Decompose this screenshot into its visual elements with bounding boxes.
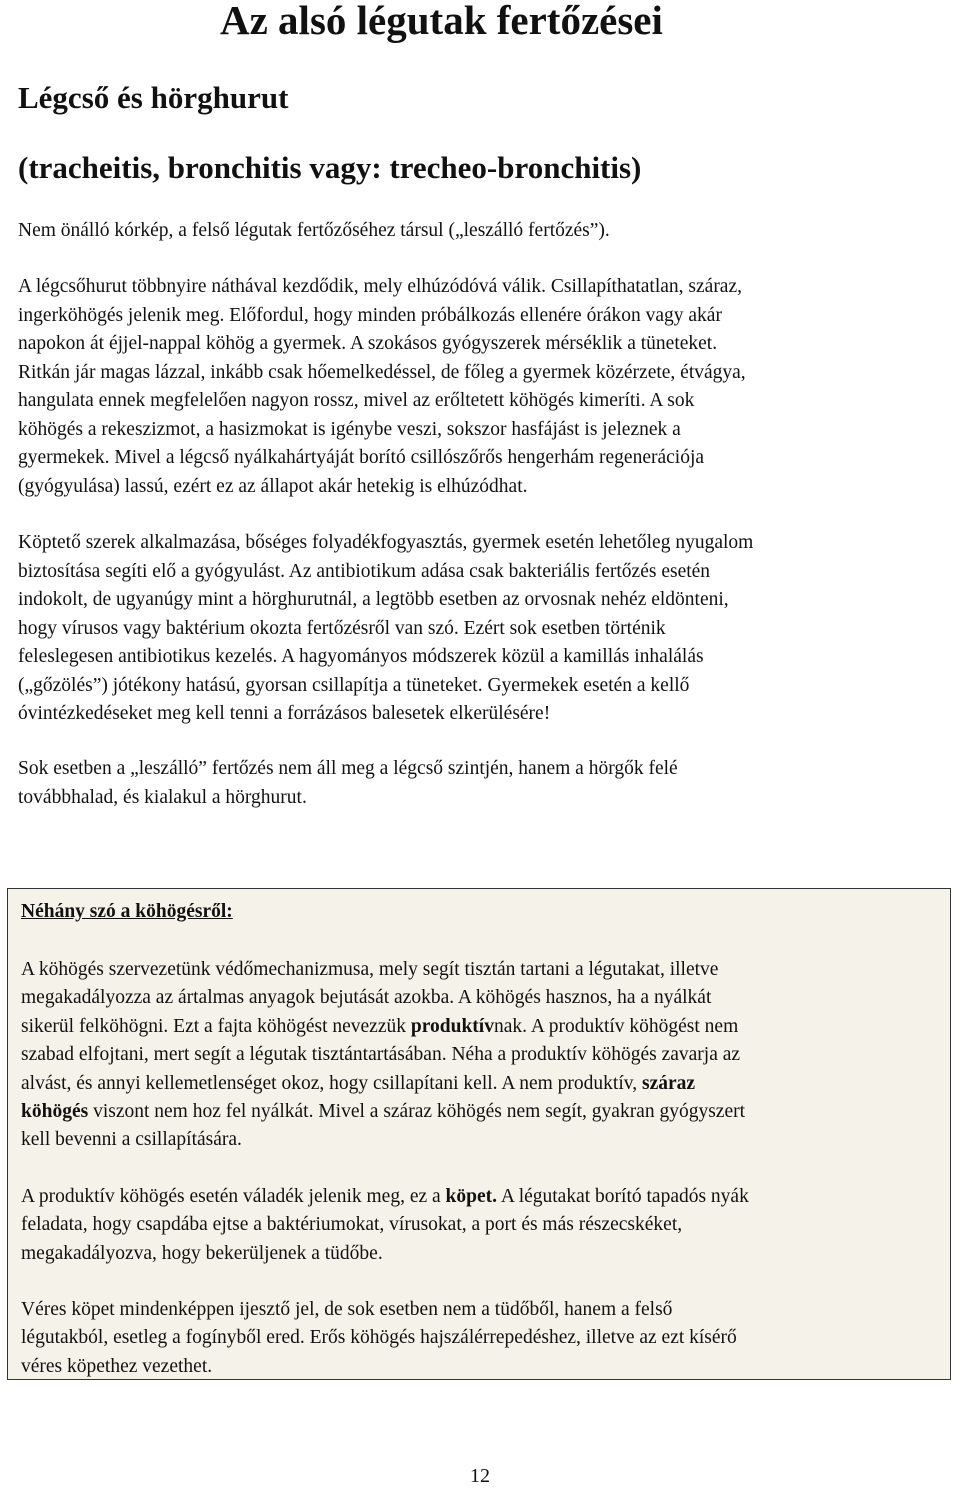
- box-paragraph-sputum: [21, 1183, 749, 1268]
- text-line: véres köpethez vezethet.: [21, 1355, 213, 1377]
- paragraph-treatment: [18, 529, 948, 729]
- text-line: (gyógyulása) lassú, ezért ez az állapot akár hetekig is elhúzódhat.: [18, 475, 528, 497]
- text-line: napokon át éjjel-nappal köhög a gyermek. A szokásos gyógyszerek mérséklik a tüneteket.: [18, 333, 718, 354]
- text-line: [21, 1098, 745, 1126]
- text-line: ingerköhögés jelenik meg. Előfordul, hogy minden próbálkozás ellenére órákon vagy akár: [18, 304, 722, 326]
- page-title: Az alsó légutak fertőzései: [220, 0, 663, 43]
- text-span: sikerül felköhögni. Ezt a fajta köhögést nevezzük: [21, 1015, 411, 1037]
- text-line: kell bevenni a csillapítására.: [21, 1129, 242, 1151]
- bold-term-dry: száraz: [641, 1072, 696, 1094]
- cough-info-box: [7, 888, 951, 1380]
- text-line: biztosítása segíti elő a gyógyulást. Az antibiotikum adása csak bakteriális fertőzés esetén: [18, 560, 711, 582]
- bold-term-cough: köhögés: [21, 1101, 89, 1123]
- text-line: feleslegesen antibiotikus kezelés. A hagyományos módszerek közül a kamillás inhalálás: [18, 646, 704, 667]
- text-line: Sok esetben a „leszálló” fertőzés nem áll meg a légcső szintjén, hanem a hörgők felé: [18, 758, 678, 779]
- text-line: („gőzölés”) jótékony hatású, gyorsan csillapítja a tüneteket. Gyermekek esetén a kellő: [18, 674, 690, 696]
- text-line: hogy vírusos vagy baktérium okozta fertőzésről van szó. Ezért sok esetben történik: [18, 617, 666, 639]
- text-span: viszont nem hoz fel nyálkát. Mivel a száraz köhögés nem segít, gyakran gyógyszert: [88, 1101, 746, 1123]
- text-line: A köhögés szervezetünk védőmechanizmusa, mely segít tisztán tartani a légutakat, illetve: [21, 959, 719, 980]
- text-line: megakadályozza az ártalmas anyagok bejutását azokba. A köhögés hasznos, ha a nyálkát: [21, 987, 712, 1009]
- text-span: A produktív köhögés esetén váladék jelenik meg, ez a: [21, 1186, 446, 1207]
- text-line: hangulata ennek megfelelően nagyon rossz, mivel az erőltetett köhögés kimeríti. A sok: [18, 390, 695, 411]
- text-line: megakadályozva, hogy bekerüljenek a tüdőbe.: [21, 1242, 383, 1264]
- text-line: továbbhalad, és kialakul a hörghurut.: [18, 786, 307, 808]
- text-line: feladata, hogy csapdába ejtse a baktériumokat, vírusokat, a port és más részecskéket,: [21, 1214, 683, 1236]
- paragraph-symptoms: [18, 273, 948, 501]
- box-paragraph-bloody-sputum: [21, 1296, 737, 1381]
- text-span: A légutakat borító tapadós nyák: [497, 1186, 749, 1207]
- text-line: indokolt, de ugyanúgy mint a hörghurutnál, a legtöbb esetben az orvosnak nehéz eldönteni,: [18, 589, 729, 610]
- text-line: szabad elfojtani, mert segít a légutak tisztántartásában. Néha a produktív köhögés zavarja az: [21, 1044, 741, 1066]
- text-span: alvást, és annyi kellemetlenséget okoz, hogy csillapítani kell. A nem produktív,: [21, 1072, 642, 1094]
- section-heading: Légcső és hörghurut: [18, 80, 289, 115]
- text-line: Ritkán jár magas lázzal, inkább csak hőemelkedéssel, de főleg a gyermek közérzete, étvágya,: [18, 361, 746, 383]
- text-line: [21, 1070, 745, 1098]
- page-number: 12: [470, 1465, 490, 1487]
- text-line: Köptető szerek alkalmazása, bőséges folyadékfogyasztás, gyermek esetén lehetőleg nyugalom: [18, 532, 754, 553]
- section-subheading: (tracheitis, bronchitis vagy: trecheo-bronchitis): [18, 150, 642, 185]
- bold-term-productive: produktív: [410, 1015, 494, 1037]
- text-line: köhögés a rekeszizmot, a hasizmokat is igénybe veszi, sokszor hasfájást is jeleznek a: [18, 418, 681, 440]
- text-line: óvintézkedéseket meg kell tenni a forrázásos balesetek elkerülésére!: [18, 703, 551, 724]
- text-line: Nem önálló kórkép, a felső légutak fertőzőséhez társul („leszálló fertőzés”).: [18, 220, 610, 241]
- box-paragraph-cough: [21, 956, 745, 1155]
- box-title: Néhány szó a köhögésről:: [21, 901, 233, 922]
- intro-paragraph: [18, 217, 948, 246]
- text-line: Véres köpet mindenképpen ijesztő jel, de sok esetben nem a tüdőből, hanem a felső: [21, 1299, 673, 1320]
- bold-term-sputum: köpet.: [445, 1186, 498, 1207]
- paragraph-descending-infection: [18, 755, 948, 812]
- text-line: A légcsőhurut többnyire náthával kezdődik, mely elhúzódóvá válik. Csillapíthatatlan, száraz,: [18, 276, 742, 297]
- text-line: [21, 1013, 745, 1041]
- text-line: [21, 1183, 749, 1211]
- text-line: gyermekek. Mivel a légcső nyálkahártyáját borító csillószőrős hengerhám regenerációja: [18, 447, 705, 468]
- text-line: légutakból, esetleg a fogínyből ered. Erős köhögés hajszálérrepedéshez, illetve az ezt kísérő: [21, 1327, 737, 1349]
- text-span: nak. A produktív köhögést nem: [493, 1015, 739, 1037]
